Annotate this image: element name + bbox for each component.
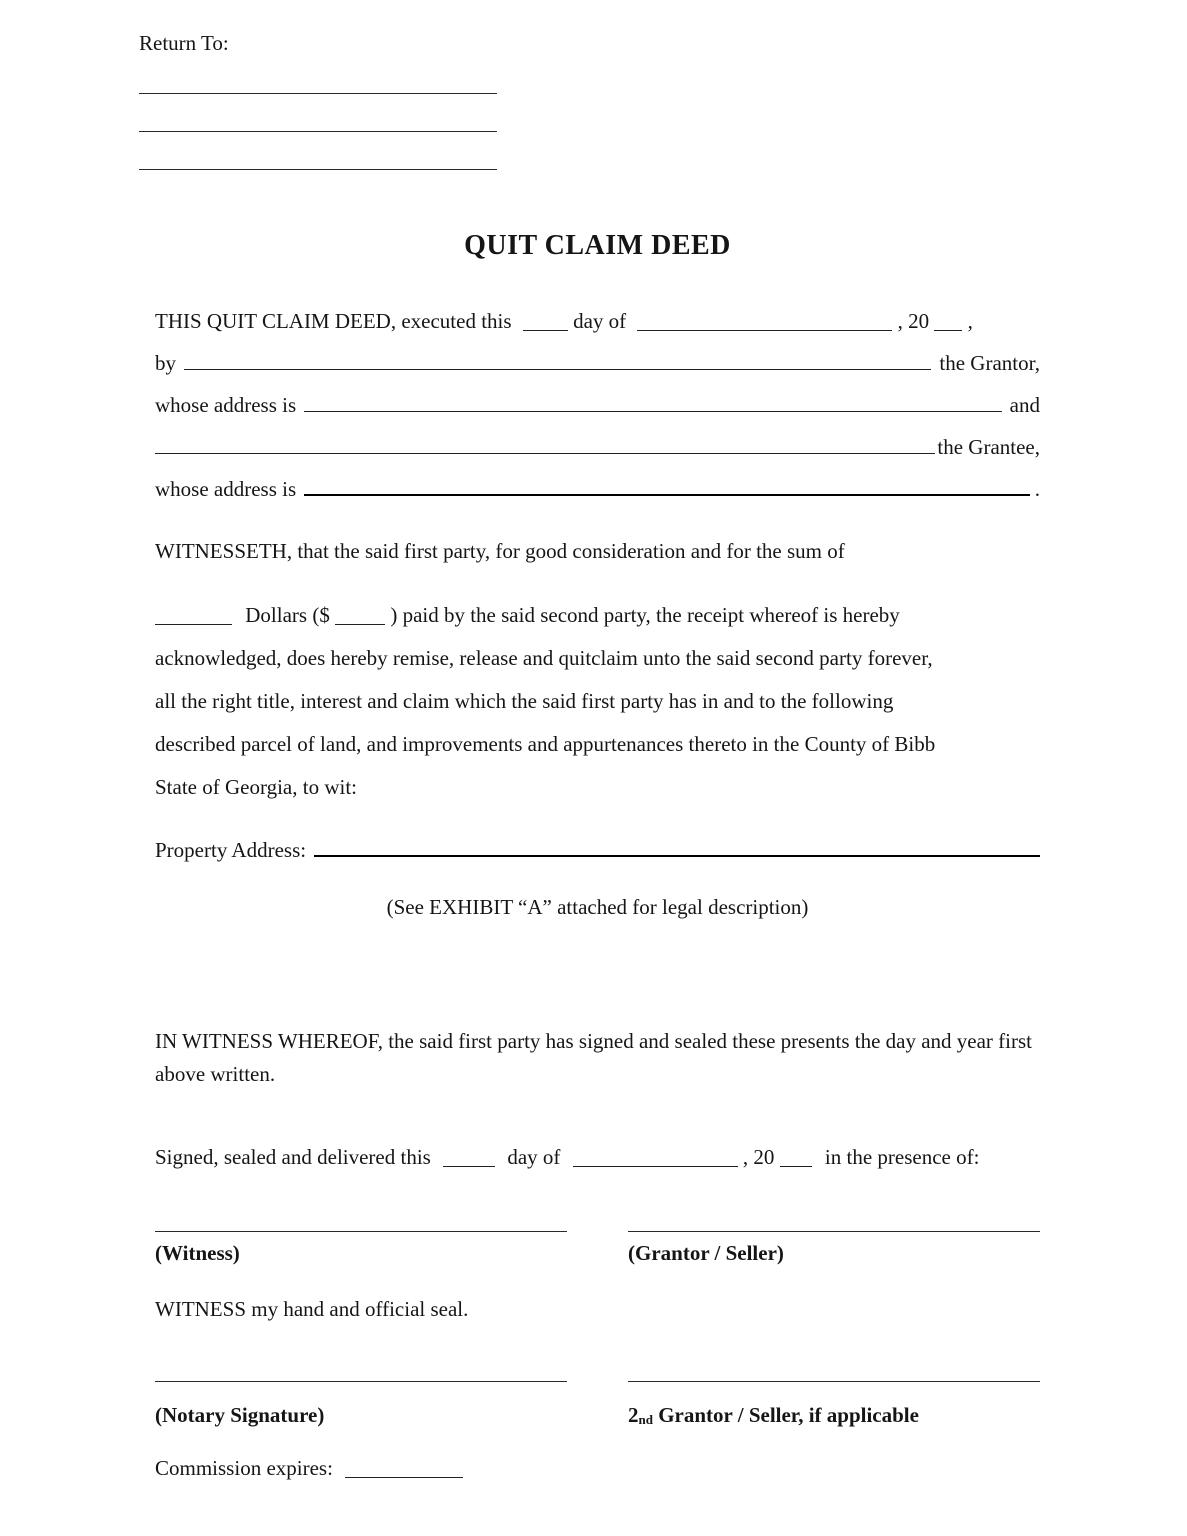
- return-address-line-1[interactable]: [139, 56, 497, 94]
- witness-seal-statement: WITNESS my hand and official seal.: [155, 1297, 469, 1321]
- signature-labels-1: [155, 1239, 1040, 1267]
- opening-line-5: [155, 468, 1040, 510]
- signed-dayof: day of: [507, 1145, 561, 1169]
- exhibit-note: (See EXHIBIT “A” attached for legal description): [386, 895, 809, 919]
- consideration-line-3: all the right title, interest and claim which the said first party has in and to the following: [155, 689, 894, 713]
- consideration-line-5: State of Georgia, to wit:: [155, 775, 357, 799]
- consideration-dollars-label: Dollars ($: [245, 603, 330, 627]
- execution-month-blank[interactable]: [637, 330, 892, 331]
- opening-line-2: [155, 342, 1040, 384]
- grantor-address-blank[interactable]: [304, 411, 1002, 412]
- grantor-seller-label: (Grantor / Seller): [628, 1241, 784, 1265]
- dollars-written-blank[interactable]: [155, 624, 232, 625]
- signature-row-2: [155, 1381, 1040, 1382]
- consideration-line-1-rest: ) paid by the said second party, the receipt whereof is hereby: [390, 603, 900, 627]
- signature-labels-2: [155, 1401, 1040, 1434]
- signed-pre: Signed, sealed and delivered this: [155, 1145, 431, 1169]
- opening-line-3: [155, 384, 1040, 426]
- consideration-paragraph: [155, 594, 1040, 809]
- consideration-line-2: acknowledged, does hereby remise, release and quitclaim unto the said second party forever,: [155, 646, 933, 670]
- opening-line-1-year: , 20: [897, 309, 930, 333]
- opening-line-2-pre: by: [155, 351, 176, 375]
- dollars-amount-blank[interactable]: [335, 624, 385, 625]
- opening-line-4: [155, 426, 1040, 468]
- property-address-row: [155, 829, 1040, 871]
- opening-line-1-comma: ,: [967, 309, 973, 333]
- in-witness-paragraph: IN WITNESS WHEREOF, the said first party has signed and sealed these presents the day and year first above written.: [155, 1029, 1032, 1086]
- signed-year: , 20: [742, 1145, 775, 1169]
- return-to-block: [139, 30, 1040, 170]
- opening-line-5-pre: whose address is: [155, 477, 297, 501]
- opening-line-1-pre: THIS QUIT CLAIM DEED, executed this: [155, 309, 512, 333]
- page-title: QUIT CLAIM DEED: [464, 230, 731, 261]
- delivery-year-blank[interactable]: [780, 1166, 812, 1167]
- second-grantor-num: 2: [628, 1403, 639, 1427]
- witness-label: (Witness): [155, 1241, 240, 1265]
- return-address-line-3[interactable]: [139, 132, 497, 170]
- commission-label: Commission expires:: [155, 1456, 333, 1480]
- grantor-signature-line[interactable]: [628, 1231, 1040, 1232]
- execution-year-blank[interactable]: [934, 330, 962, 331]
- second-grantor-rest: Grantor / Seller, if applicable: [652, 1403, 919, 1427]
- opening-line-5-end: .: [1034, 477, 1040, 501]
- delivery-month-blank[interactable]: [573, 1166, 738, 1167]
- opening-paragraph: [155, 300, 1040, 510]
- execution-day-blank[interactable]: [523, 330, 568, 331]
- grantor-name-blank[interactable]: [184, 369, 931, 370]
- opening-line-1: [155, 300, 1040, 342]
- signed-end: in the presence of:: [824, 1145, 980, 1169]
- notary-signature-line[interactable]: [155, 1381, 567, 1382]
- consideration-line-4: described parcel of land, and improvements and appurtenances thereto in the County of Bibb: [155, 732, 936, 756]
- grantee-name-blank[interactable]: [155, 453, 935, 454]
- property-address-blank[interactable]: [314, 855, 1040, 857]
- return-address-line-2[interactable]: [139, 94, 497, 132]
- opening-line-1-dayof: day of: [573, 309, 627, 333]
- signature-row-1: [155, 1231, 1040, 1232]
- second-grantor-label: [628, 1401, 1040, 1434]
- second-grantor-ordinal: nd: [638, 1412, 653, 1427]
- consideration-line-1: [155, 594, 1040, 637]
- delivery-day-blank[interactable]: [443, 1166, 495, 1167]
- signed-sealed-row: [155, 1136, 1040, 1178]
- return-to-label: Return To:: [139, 31, 229, 55]
- grantee-address-blank[interactable]: [304, 494, 1030, 496]
- opening-line-3-end: and: [1009, 393, 1040, 417]
- witnesseth-paragraph: WITNESSETH, that the said first party, for good consideration and for the sum of: [155, 539, 845, 563]
- notary-signature-label: (Notary Signature): [155, 1403, 325, 1427]
- opening-line-4-end: the Grantee,: [937, 435, 1040, 459]
- second-grantor-signature-line[interactable]: [628, 1381, 1040, 1382]
- opening-line-3-pre: whose address is: [155, 393, 297, 417]
- commission-date-blank[interactable]: [345, 1477, 463, 1478]
- opening-line-2-end: the Grantor,: [939, 351, 1040, 375]
- witness-signature-line[interactable]: [155, 1231, 567, 1232]
- property-address-label: Property Address:: [155, 838, 307, 862]
- commission-row: [155, 1454, 1040, 1482]
